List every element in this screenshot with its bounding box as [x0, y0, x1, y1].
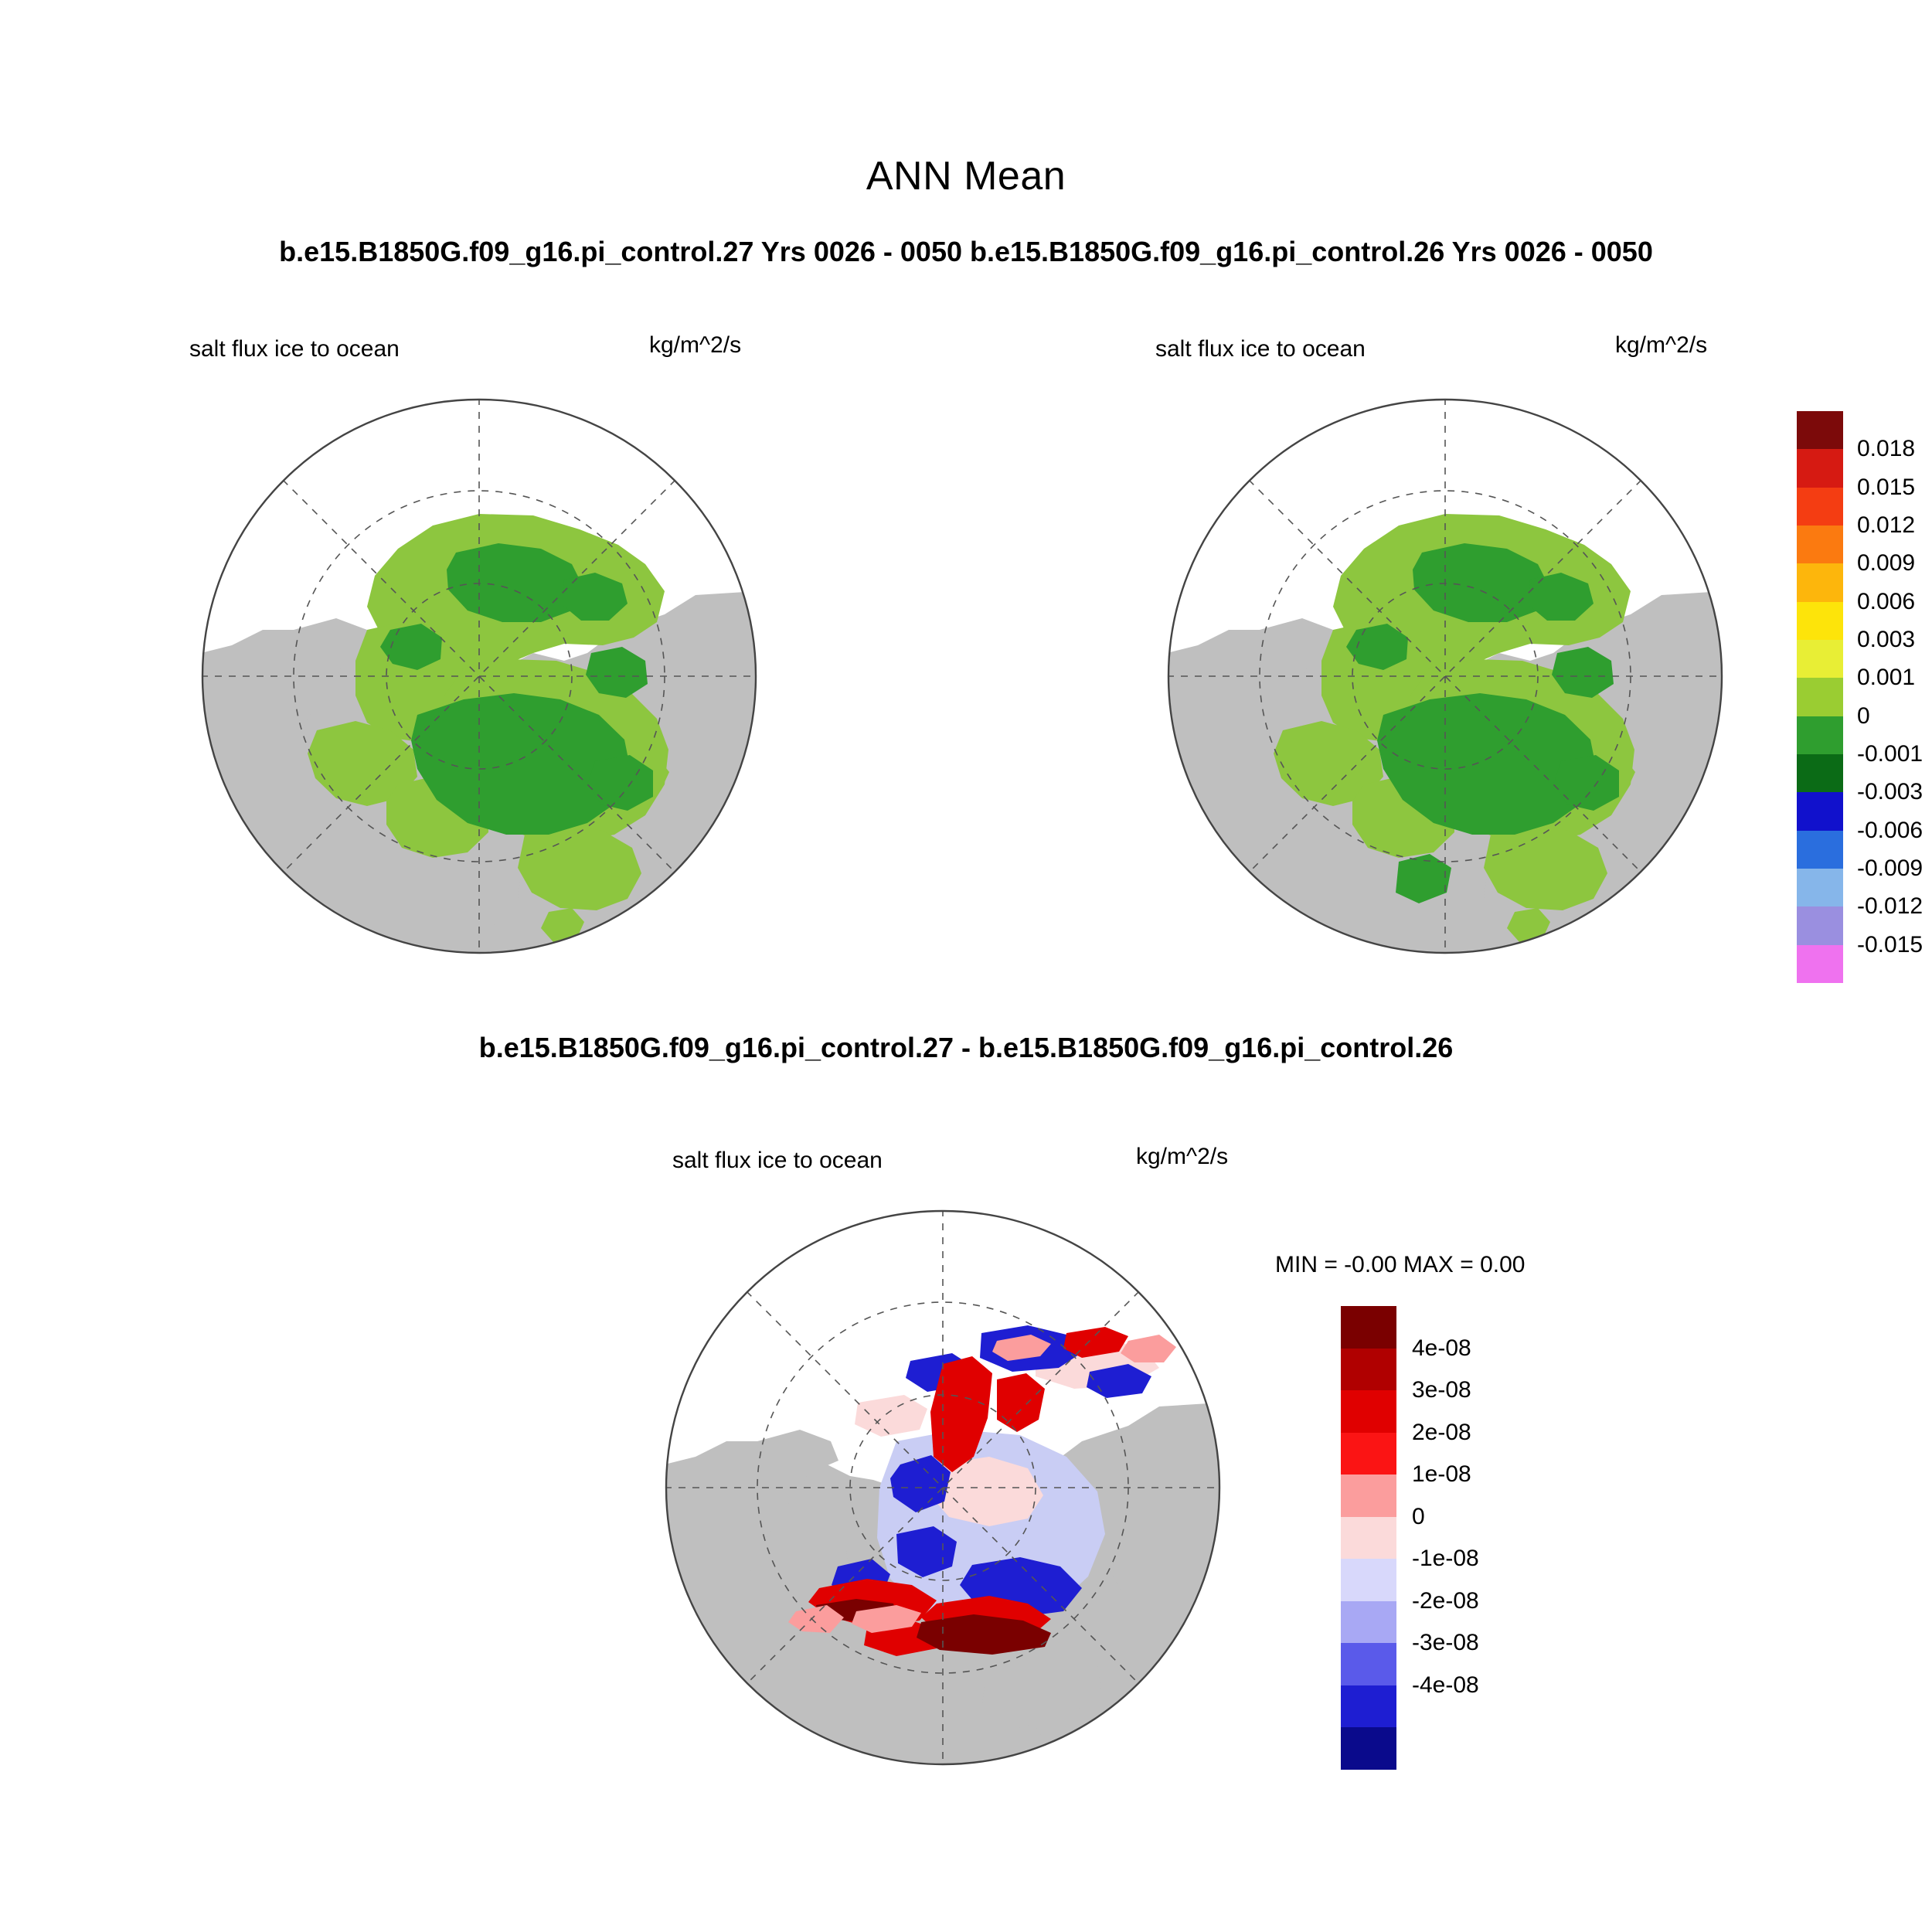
run-header: b.e15.B1850G.f09_g16.pi_control.27 Yrs 0026 - 0050 b.e15.B1850G.f09_g16.pi_control.26 Yrs 0026 - 0050: [279, 236, 1653, 267]
colorbar-swatch: [1797, 831, 1843, 869]
right-polar-map: [1167, 398, 1723, 954]
colorbar-swatch: [1797, 678, 1843, 716]
colorbar-tick-label: 0.001: [1857, 665, 1916, 691]
colorbar-tick-label: 0: [1412, 1503, 1425, 1529]
colorbar-tick-label: 0.012: [1857, 512, 1916, 538]
colorbar-swatch: [1341, 1643, 1396, 1685]
panel-diff-units-label: kg/m^2/s: [1136, 1144, 1229, 1169]
panel-right-variable-label: salt flux ice to ocean: [1155, 336, 1366, 362]
colorbar-tick-label: -0.012: [1857, 893, 1923, 920]
colorbar-swatch: [1797, 411, 1843, 449]
colorbar-swatch: [1341, 1727, 1396, 1770]
colorbar-tick-label: -0.015: [1857, 931, 1923, 957]
colorbar-swatch: [1797, 716, 1843, 754]
colorbar-swatch: [1341, 1390, 1396, 1433]
colorbar-swatch: [1797, 945, 1843, 983]
colorbar-swatch: [1341, 1685, 1396, 1728]
left-map-svg: [201, 398, 757, 954]
colorbar-tick-label: -0.003: [1857, 779, 1923, 805]
panel-left-units-label: kg/m^2/s: [649, 332, 742, 358]
colorbar-tick-label: 2e-08: [1412, 1419, 1471, 1445]
colorbar-swatch: [1341, 1433, 1396, 1475]
colorbar-swatch: [1797, 563, 1843, 601]
colorbar-swatch: [1797, 754, 1843, 792]
colorbar-swatch: [1341, 1517, 1396, 1560]
diff-header: b.e15.B1850G.f09_g16.pi_control.27 - b.e15.B1850G.f09_g16.pi_control.26: [478, 1032, 1454, 1063]
colorbar-tick-label: 4e-08: [1412, 1335, 1471, 1361]
colorbar-tick-label: 0.015: [1857, 474, 1916, 500]
diff-minmax-label: MIN = -0.00 MAX = 0.00: [1275, 1252, 1526, 1277]
diff-map-svg: [665, 1209, 1221, 1766]
colorbar-swatch: [1341, 1349, 1396, 1391]
colorbar-tick-label: 0.006: [1857, 588, 1916, 614]
colorbar-swatch: [1341, 1475, 1396, 1517]
panel-diff: [603, 1136, 1453, 1878]
panel-right-units-label: kg/m^2/s: [1615, 332, 1708, 358]
diff-colorbar: [1341, 1306, 1479, 1770]
colorbar-swatch: [1797, 449, 1843, 487]
colorbar-swatch: [1797, 488, 1843, 526]
colorbar-tick-label: -4e-08: [1412, 1672, 1479, 1698]
panel-left: [139, 325, 958, 981]
colorbar-tick-label: 3e-08: [1412, 1377, 1471, 1403]
panel-left-variable-label: salt flux ice to ocean: [189, 336, 400, 362]
colorbar-tick-label: -0.001: [1857, 741, 1923, 767]
colorbar-tick-label: 0.009: [1857, 550, 1916, 577]
colorbar-swatch: [1797, 602, 1843, 640]
colorbar-tick-label: -1e-08: [1412, 1546, 1479, 1572]
colorbar-swatch: [1341, 1306, 1396, 1349]
page-title: ANN Mean: [866, 154, 1066, 199]
colorbar-swatch: [1797, 792, 1843, 830]
colorbar-tick-label: 0: [1857, 702, 1870, 729]
colorbar-swatch: [1797, 869, 1843, 906]
colorbar-tick-label: -0.009: [1857, 855, 1923, 881]
colorbar-swatch: [1341, 1601, 1396, 1644]
diff-polar-map: [665, 1209, 1221, 1766]
colorbar-tick-label: 0.003: [1857, 627, 1916, 652]
colorbar-tick-label: -2e-08: [1412, 1587, 1479, 1614]
colorbar-swatch: [1341, 1559, 1396, 1601]
colorbar-swatch: [1797, 640, 1843, 678]
main-colorbar: [1797, 411, 1923, 983]
panel-diff-variable-label: salt flux ice to ocean: [672, 1148, 883, 1173]
colorbar-tick-label: 1e-08: [1412, 1461, 1471, 1488]
colorbar-swatch: [1797, 906, 1843, 944]
diff-colorbar-swatches: [1341, 1306, 1396, 1770]
colorbar-tick-label: -3e-08: [1412, 1630, 1479, 1656]
main-colorbar-swatches: [1797, 411, 1843, 983]
left-polar-map: [201, 398, 757, 954]
colorbar-swatch: [1797, 526, 1843, 563]
colorbar-tick-label: 0.018: [1857, 436, 1916, 462]
colorbar-tick-label: -0.006: [1857, 817, 1923, 843]
right-map-svg: [1167, 398, 1723, 954]
